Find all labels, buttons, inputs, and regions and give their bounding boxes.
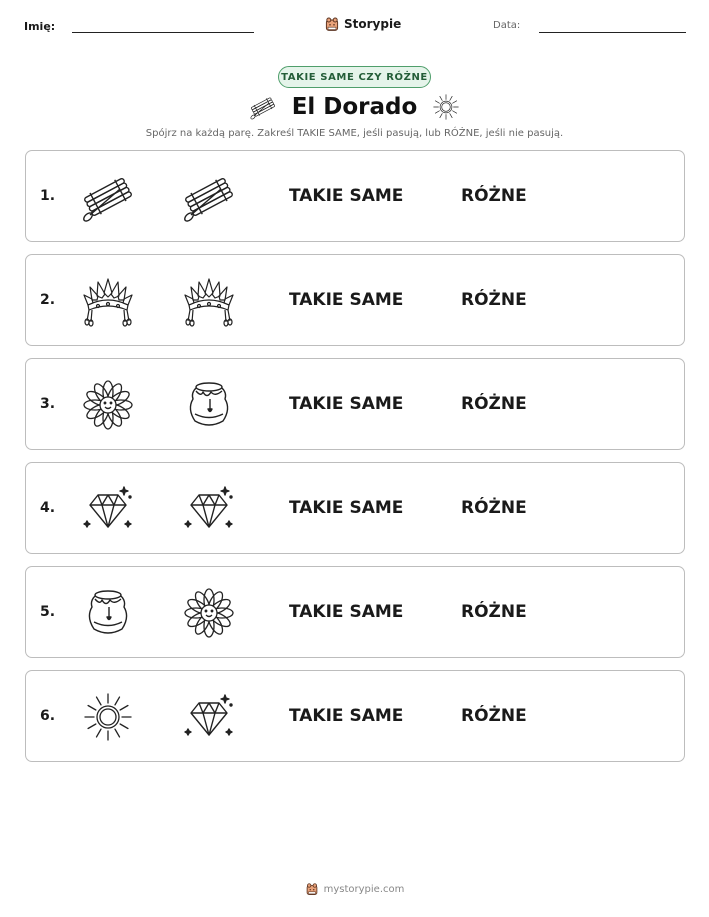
raft-icon [80, 171, 136, 223]
option-different[interactable]: RÓŻNE [461, 602, 527, 622]
option-same[interactable]: TAKIE SAME [289, 602, 404, 622]
footer [0, 879, 709, 899]
raft-icon [248, 94, 278, 120]
option-different[interactable]: RÓŻNE [461, 394, 527, 414]
option-same[interactable]: TAKIE SAME [289, 394, 404, 414]
pot-icon [181, 379, 237, 431]
question-row [25, 358, 685, 450]
logo-icon [324, 16, 340, 32]
name-label: Imię: [24, 20, 56, 33]
sun-icon [431, 93, 461, 121]
sun-icon [80, 691, 136, 743]
flower-icon [181, 587, 237, 639]
option-different[interactable]: RÓŻNE [461, 498, 527, 518]
raft-icon [181, 171, 237, 223]
option-same[interactable]: TAKIE SAME [289, 290, 404, 310]
question-row [25, 670, 685, 762]
row-number: 6. [40, 708, 56, 724]
option-different[interactable]: RÓŻNE [461, 706, 527, 726]
headdress-icon [80, 275, 136, 327]
option-different[interactable]: RÓŻNE [461, 290, 527, 310]
worksheet-header [24, 14, 686, 38]
option-different[interactable]: RÓŻNE [461, 186, 527, 206]
logo-icon [305, 882, 319, 896]
flower-icon [80, 379, 136, 431]
brand-name: Storypie [344, 17, 402, 31]
row-number: 3. [40, 396, 56, 412]
option-same[interactable]: TAKIE SAME [289, 186, 404, 206]
page-title: El Dorado [291, 94, 418, 120]
option-same[interactable]: TAKIE SAME [289, 706, 404, 726]
gem-icon [181, 483, 237, 535]
row-number: 1. [40, 188, 56, 204]
question-row [25, 150, 685, 242]
pot-icon [80, 587, 136, 639]
row-number: 2. [40, 292, 56, 308]
instructions: Spójrz na każdą parę. Zakreśl TAKIE SAME, jeśli pasują, lub RÓŻNE, jeśli nie pasują. [145, 128, 564, 139]
brand [324, 14, 401, 34]
option-same[interactable]: TAKIE SAME [289, 498, 404, 518]
name-line [72, 32, 254, 33]
date-line [539, 32, 686, 33]
question-row [25, 254, 685, 346]
gem-icon [181, 691, 237, 743]
question-row [25, 566, 685, 658]
row-number: 5. [40, 604, 56, 620]
gem-icon [80, 483, 136, 535]
date-label: Data: [493, 20, 521, 31]
worksheet-tag: TAKIE SAME CZY RÓŻNE [278, 66, 431, 88]
headdress-icon [181, 275, 237, 327]
title-row [0, 92, 709, 122]
question-row [25, 462, 685, 554]
footer-url: mystorypie.com [323, 883, 405, 895]
row-number: 4. [40, 500, 56, 516]
